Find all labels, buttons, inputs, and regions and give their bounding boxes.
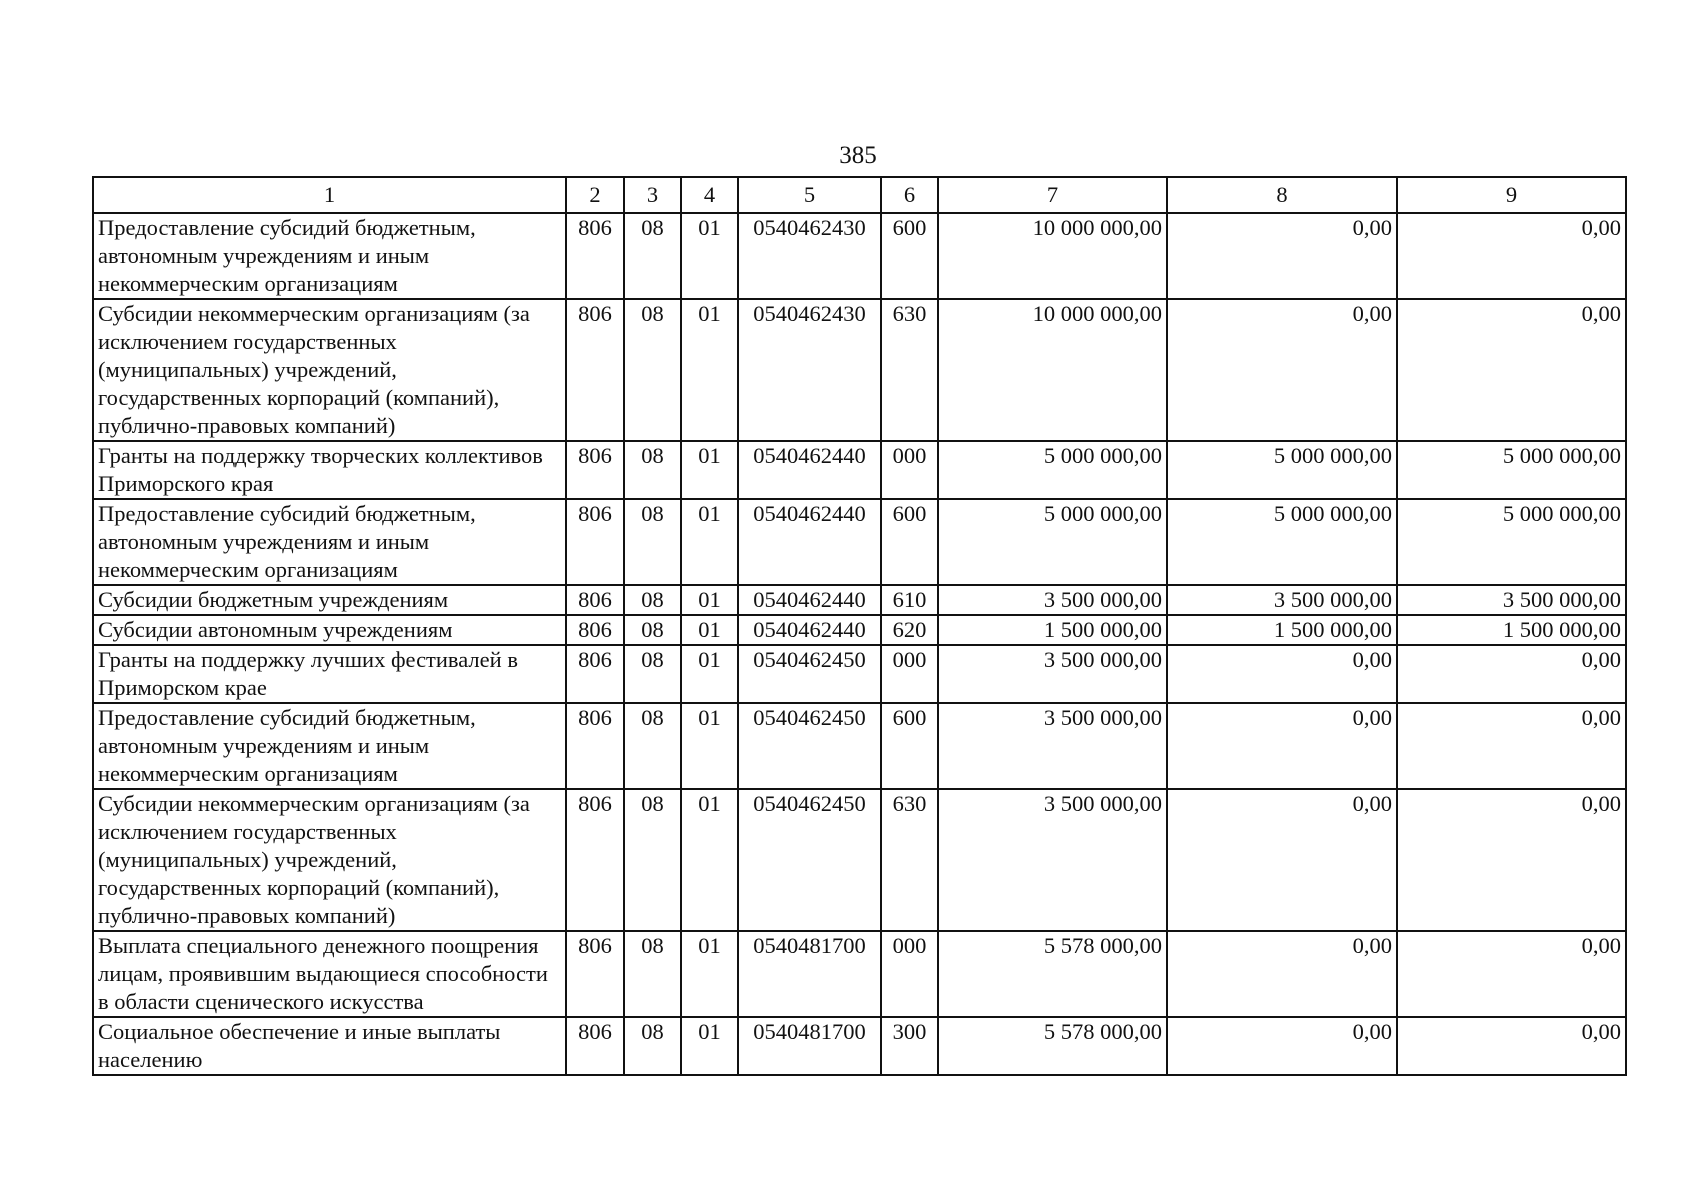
amount-year-1: 3 500 000,00	[938, 645, 1167, 703]
page-number: 385	[839, 142, 877, 169]
subsection-code: 01	[681, 931, 738, 1017]
target-article-code: 0540462430	[738, 299, 881, 441]
section-code: 08	[624, 299, 681, 441]
section-code: 08	[624, 585, 681, 615]
amount-year-3: 0,00	[1397, 645, 1626, 703]
amount-year-1: 5 578 000,00	[938, 931, 1167, 1017]
amount-year-2: 0,00	[1167, 1017, 1397, 1075]
expense-type-code: 620	[881, 615, 938, 645]
amount-year-3: 0,00	[1397, 703, 1626, 789]
amount-year-2: 1 500 000,00	[1167, 615, 1397, 645]
table-row	[93, 441, 1626, 499]
amount-year-3: 1 500 000,00	[1397, 615, 1626, 645]
ministry-code: 806	[566, 441, 624, 499]
section-code: 08	[624, 615, 681, 645]
amount-year-1: 10 000 000,00	[938, 299, 1167, 441]
amount-year-1: 5 578 000,00	[938, 1017, 1167, 1075]
section-code: 08	[624, 213, 681, 299]
target-article-code: 0540481700	[738, 1017, 881, 1075]
amount-year-2: 3 500 000,00	[1167, 585, 1397, 615]
amount-year-2: 0,00	[1167, 703, 1397, 789]
table-row	[93, 615, 1626, 645]
column-number: 1	[93, 177, 566, 213]
expense-name: Социальное обеспечение и иные выплаты населению	[93, 1017, 566, 1075]
amount-year-3: 5 000 000,00	[1397, 441, 1626, 499]
column-number: 8	[1167, 177, 1397, 213]
amount-year-2: 0,00	[1167, 789, 1397, 931]
ministry-code: 806	[566, 1017, 624, 1075]
expense-type-code: 000	[881, 931, 938, 1017]
section-code: 08	[624, 703, 681, 789]
amount-year-2: 0,00	[1167, 213, 1397, 299]
expense-name: Предоставление субсидий бюджетным, автономным учреждениям и иным некоммерческим организациям	[93, 499, 566, 585]
amount-year-3: 5 000 000,00	[1397, 499, 1626, 585]
table-row	[93, 585, 1626, 615]
subsection-code: 01	[681, 499, 738, 585]
expense-name: Предоставление субсидий бюджетным, автономным учреждениям и иным некоммерческим организациям	[93, 213, 566, 299]
amount-year-1: 3 500 000,00	[938, 585, 1167, 615]
table-row	[93, 931, 1626, 1017]
expense-type-code: 600	[881, 213, 938, 299]
subsection-code: 01	[681, 213, 738, 299]
subsection-code: 01	[681, 645, 738, 703]
column-number-row	[93, 177, 1626, 213]
expense-name: Субсидии некоммерческим организациям (за исключением государственных (муниципальных) учреждений, государственных корпораций (компаний), публично-правовых компаний)	[93, 789, 566, 931]
section-code: 08	[624, 499, 681, 585]
amount-year-3: 0,00	[1397, 931, 1626, 1017]
subsection-code: 01	[681, 703, 738, 789]
amount-year-3: 0,00	[1397, 299, 1626, 441]
amount-year-1: 3 500 000,00	[938, 703, 1167, 789]
amount-year-2: 0,00	[1167, 931, 1397, 1017]
column-number: 5	[738, 177, 881, 213]
expense-type-code: 000	[881, 441, 938, 499]
amount-year-1: 1 500 000,00	[938, 615, 1167, 645]
table-row	[93, 789, 1626, 931]
column-number: 3	[624, 177, 681, 213]
column-number: 9	[1397, 177, 1626, 213]
target-article-code: 0540462450	[738, 645, 881, 703]
target-article-code: 0540462440	[738, 585, 881, 615]
ministry-code: 806	[566, 931, 624, 1017]
table-row	[93, 499, 1626, 585]
ministry-code: 806	[566, 789, 624, 931]
target-article-code: 0540462440	[738, 441, 881, 499]
expense-name: Гранты на поддержку лучших фестивалей в Приморском крае	[93, 645, 566, 703]
subsection-code: 01	[681, 615, 738, 645]
table-row	[93, 703, 1626, 789]
column-number: 6	[881, 177, 938, 213]
expense-type-code: 610	[881, 585, 938, 615]
amount-year-3: 0,00	[1397, 789, 1626, 931]
table-row	[93, 645, 1626, 703]
section-code: 08	[624, 931, 681, 1017]
target-article-code: 0540481700	[738, 931, 881, 1017]
section-code: 08	[624, 645, 681, 703]
expense-type-code: 630	[881, 299, 938, 441]
table-row	[93, 1017, 1626, 1075]
target-article-code: 0540462430	[738, 213, 881, 299]
subsection-code: 01	[681, 585, 738, 615]
ministry-code: 806	[566, 213, 624, 299]
amount-year-2: 5 000 000,00	[1167, 441, 1397, 499]
subsection-code: 01	[681, 789, 738, 931]
amount-year-3: 0,00	[1397, 1017, 1626, 1075]
section-code: 08	[624, 789, 681, 931]
amount-year-2: 0,00	[1167, 645, 1397, 703]
expense-type-code: 630	[881, 789, 938, 931]
target-article-code: 0540462450	[738, 703, 881, 789]
expense-name: Субсидии автономным учреждениям	[93, 615, 566, 645]
expense-name: Гранты на поддержку творческих коллективов Приморского края	[93, 441, 566, 499]
table-row	[93, 299, 1626, 441]
ministry-code: 806	[566, 703, 624, 789]
target-article-code: 0540462440	[738, 499, 881, 585]
subsection-code: 01	[681, 441, 738, 499]
column-number: 4	[681, 177, 738, 213]
subsection-code: 01	[681, 299, 738, 441]
expense-name: Субсидии бюджетным учреждениям	[93, 585, 566, 615]
amount-year-3: 3 500 000,00	[1397, 585, 1626, 615]
target-article-code: 0540462440	[738, 615, 881, 645]
expense-name: Выплата специального денежного поощрения лицам, проявившим выдающиеся способности в области сценического искусства	[93, 931, 566, 1017]
subsection-code: 01	[681, 1017, 738, 1075]
ministry-code: 806	[566, 299, 624, 441]
expense-type-code: 300	[881, 1017, 938, 1075]
column-number: 7	[938, 177, 1167, 213]
ministry-code: 806	[566, 585, 624, 615]
amount-year-1: 3 500 000,00	[938, 789, 1167, 931]
expense-name: Предоставление субсидий бюджетным, автономным учреждениям и иным некоммерческим организациям	[93, 703, 566, 789]
column-number: 2	[566, 177, 624, 213]
ministry-code: 806	[566, 499, 624, 585]
amount-year-1: 5 000 000,00	[938, 441, 1167, 499]
amount-year-1: 5 000 000,00	[938, 499, 1167, 585]
expense-type-code: 600	[881, 499, 938, 585]
ministry-code: 806	[566, 645, 624, 703]
section-code: 08	[624, 441, 681, 499]
target-article-code: 0540462450	[738, 789, 881, 931]
amount-year-3: 0,00	[1397, 213, 1626, 299]
amount-year-2: 0,00	[1167, 299, 1397, 441]
amount-year-1: 10 000 000,00	[938, 213, 1167, 299]
ministry-code: 806	[566, 615, 624, 645]
budget-table	[92, 176, 1627, 1076]
section-code: 08	[624, 1017, 681, 1075]
amount-year-2: 5 000 000,00	[1167, 499, 1397, 585]
expense-name: Субсидии некоммерческим организациям (за исключением государственных (муниципальных) учреждений, государственных корпораций (компаний), публично-правовых компаний)	[93, 299, 566, 441]
table-row	[93, 213, 1626, 299]
expense-type-code: 000	[881, 645, 938, 703]
expense-type-code: 600	[881, 703, 938, 789]
